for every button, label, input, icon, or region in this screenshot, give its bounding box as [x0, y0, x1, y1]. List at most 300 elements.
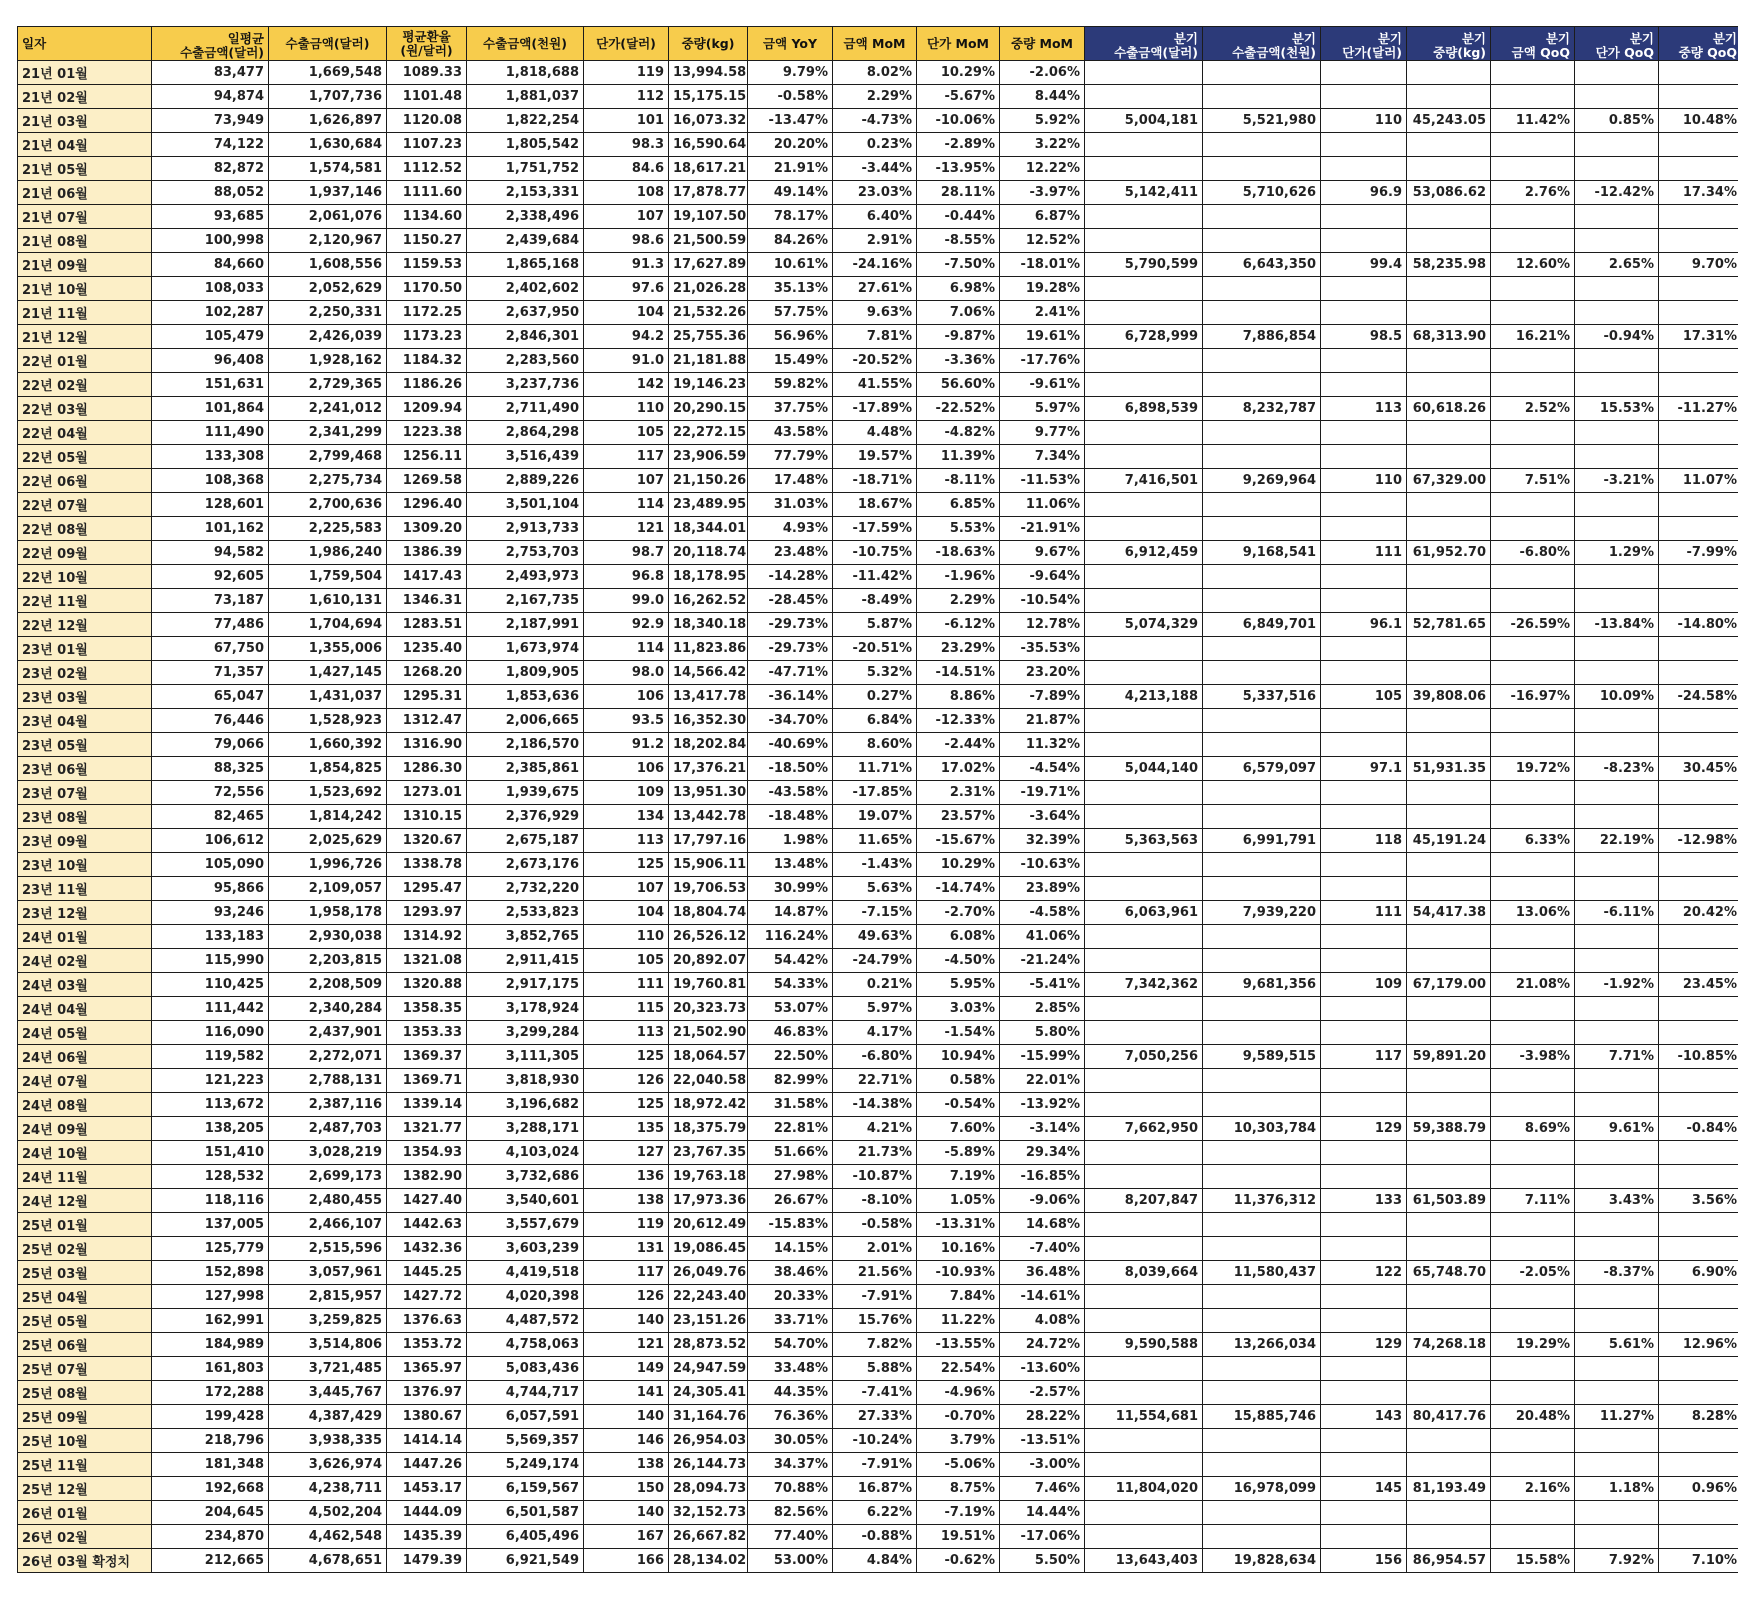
cell-weight: 28,873.52 [669, 1333, 748, 1357]
quarter-cell-usd [1085, 925, 1203, 949]
quarter-cell-price [1321, 1381, 1407, 1405]
quarter-cell-usd: 13,643,403 [1085, 1549, 1203, 1573]
cell-price: 114 [584, 637, 669, 661]
cell-usd: 2,241,012 [269, 397, 387, 421]
cell-usd: 1,608,556 [269, 253, 387, 277]
column-header-line: 금액 MoM [843, 35, 906, 51]
cell-mom-amt: 11.65% [833, 829, 917, 853]
quarter-cell-weight [1407, 781, 1491, 805]
cell-price: 96.8 [584, 565, 669, 589]
quarter-cell-krw [1203, 1093, 1321, 1117]
table-row [18, 1261, 1738, 1285]
cell-mom-price: -2.89% [917, 133, 1000, 157]
date-cell: 22년 10월 [18, 565, 152, 589]
cell-usd: 4,238,711 [269, 1477, 387, 1501]
quarter-cell-weight [1407, 1525, 1491, 1549]
cell-yoy: 54.33% [748, 973, 833, 997]
cell-daily: 101,864 [152, 397, 269, 421]
quarter-cell-usd: 11,804,020 [1085, 1477, 1203, 1501]
cell-usd: 3,938,335 [269, 1429, 387, 1453]
cell-yoy: -43.58% [748, 781, 833, 805]
quarter-cell-weight [1407, 85, 1491, 109]
quarter-cell-krw: 5,337,516 [1203, 685, 1321, 709]
cell-mom-amt: 6.84% [833, 709, 917, 733]
cell-price: 126 [584, 1069, 669, 1093]
table-row [18, 205, 1738, 229]
quarter-cell-amt [1491, 997, 1575, 1021]
quarter-cell-price [1321, 61, 1407, 85]
date-cell: 21년 08월 [18, 229, 152, 253]
cell-fx: 1111.60 [387, 181, 467, 205]
quarter-cell-price: 133 [1321, 1189, 1407, 1213]
table-row [18, 1429, 1738, 1453]
cell-weight: 13,951.30 [669, 781, 748, 805]
table-row [18, 805, 1738, 829]
quarter-cell-usd [1085, 1309, 1203, 1333]
quarter-cell-price [1321, 301, 1407, 325]
cell-mom-price: 56.60% [917, 373, 1000, 397]
quarter-cell-weight: 51,931.35 [1407, 757, 1491, 781]
quarter-cell-usd: 6,898,539 [1085, 397, 1203, 421]
cell-mom-wt: -3.14% [1000, 1117, 1085, 1141]
quarter-cell-pr: -1.92% [1575, 973, 1659, 997]
date-cell: 25년 10월 [18, 1429, 152, 1453]
quarter-cell-amt [1491, 1165, 1575, 1189]
cell-krw: 2,385,861 [467, 757, 584, 781]
cell-krw: 1,751,752 [467, 157, 584, 181]
quarter-cell-weight [1407, 1021, 1491, 1045]
cell-mom-price: 19.51% [917, 1525, 1000, 1549]
quarter-cell-price [1321, 1165, 1407, 1189]
table-row [18, 1021, 1738, 1045]
quarter-cell-pr [1575, 709, 1659, 733]
cell-price: 125 [584, 853, 669, 877]
cell-mom-price: 2.29% [917, 589, 1000, 613]
cell-mom-wt: 11.06% [1000, 493, 1085, 517]
quarter-cell-weight: 53,086.62 [1407, 181, 1491, 205]
quarter-cell-usd [1085, 493, 1203, 517]
cell-price: 104 [584, 301, 669, 325]
quarter-cell-pr: 2.65% [1575, 253, 1659, 277]
quarter-cell-usd [1085, 1453, 1203, 1477]
quarter-cell-usd: 7,416,501 [1085, 469, 1203, 493]
quarter-cell-price [1321, 1309, 1407, 1333]
quarter-cell-pr [1575, 1357, 1659, 1381]
column-header-line: 수출금액(달러) [1114, 45, 1198, 60]
cell-usd: 1,355,006 [269, 637, 387, 661]
cell-usd: 2,437,901 [269, 1021, 387, 1045]
table-row [18, 613, 1738, 637]
cell-mom-price: -5.89% [917, 1141, 1000, 1165]
quarter-cell-pr [1575, 1381, 1659, 1405]
cell-mom-wt: 9.67% [1000, 541, 1085, 565]
cell-mom-amt: 27.33% [833, 1405, 917, 1429]
cell-krw: 3,516,439 [467, 445, 584, 469]
table-row [18, 1141, 1738, 1165]
cell-yoy: 77.79% [748, 445, 833, 469]
cell-yoy: 33.71% [748, 1309, 833, 1333]
cell-mom-amt: 4.17% [833, 1021, 917, 1045]
quarter-cell-amt [1491, 1525, 1575, 1549]
quarter-cell-krw: 11,376,312 [1203, 1189, 1321, 1213]
quarter-cell-price: 97.1 [1321, 757, 1407, 781]
column-header-line: 단가 QoQ [1595, 45, 1654, 60]
cell-mom-wt: -7.40% [1000, 1237, 1085, 1261]
cell-mom-price: -6.12% [917, 613, 1000, 637]
column-header-line: 중량 QoQ [1678, 45, 1737, 60]
cell-krw: 2,913,733 [467, 517, 584, 541]
quarter-cell-wt [1659, 1429, 1738, 1453]
cell-mom-price: 3.79% [917, 1429, 1000, 1453]
quarter-cell-pr: 7.92% [1575, 1549, 1659, 1573]
column-header-line: 금액 YoY [762, 35, 818, 51]
quarter-cell-wt [1659, 229, 1738, 253]
quarter-cell-pr: 5.61% [1575, 1333, 1659, 1357]
cell-fx: 1120.08 [387, 109, 467, 133]
cell-mom-wt: 14.68% [1000, 1213, 1085, 1237]
cell-mom-amt: -3.44% [833, 157, 917, 181]
quarter-cell-wt: 9.70% [1659, 253, 1738, 277]
cell-daily: 161,803 [152, 1357, 269, 1381]
cell-fx: 1445.25 [387, 1261, 467, 1285]
quarter-cell-amt [1491, 1429, 1575, 1453]
quarter-cell-usd [1085, 277, 1203, 301]
table-row [18, 1477, 1738, 1501]
cell-weight: 19,706.53 [669, 877, 748, 901]
cell-fx: 1286.30 [387, 757, 467, 781]
quarter-cell-amt: -26.59% [1491, 613, 1575, 637]
cell-krw: 2,376,929 [467, 805, 584, 829]
table-row [18, 109, 1738, 133]
cell-krw: 2,911,415 [467, 949, 584, 973]
cell-weight: 26,667.82 [669, 1525, 748, 1549]
quarter-cell-wt: -24.58% [1659, 685, 1738, 709]
quarter-cell-price [1321, 1285, 1407, 1309]
quarter-cell-amt [1491, 349, 1575, 373]
quarter-cell-weight [1407, 517, 1491, 541]
cell-krw: 2,167,735 [467, 589, 584, 613]
quarter-cell-wt [1659, 1237, 1738, 1261]
cell-mom-amt: 27.61% [833, 277, 917, 301]
column-header-line: 중량(kg) [681, 35, 735, 51]
table-row [18, 397, 1738, 421]
quarter-cell-krw: 8,232,787 [1203, 397, 1321, 421]
cell-price: 109 [584, 781, 669, 805]
column-header-line: 금액 QoQ [1511, 45, 1570, 60]
cell-mom-wt: 29.34% [1000, 1141, 1085, 1165]
quarter-cell-wt [1659, 709, 1738, 733]
header-row [18, 27, 1738, 61]
quarter-cell-price [1321, 277, 1407, 301]
cell-price: 140 [584, 1309, 669, 1333]
cell-mom-wt: 2.41% [1000, 301, 1085, 325]
table-row [18, 973, 1738, 997]
cell-weight: 31,164.76 [669, 1405, 748, 1429]
quarter-cell-krw [1203, 1237, 1321, 1261]
cell-daily: 110,425 [152, 973, 269, 997]
cell-krw: 3,603,239 [467, 1237, 584, 1261]
quarter-cell-amt: 15.58% [1491, 1549, 1575, 1573]
cell-daily: 108,368 [152, 469, 269, 493]
cell-price: 138 [584, 1453, 669, 1477]
quarter-cell-wt: 0.96% [1659, 1477, 1738, 1501]
cell-krw: 2,187,991 [467, 613, 584, 637]
date-cell: 23년 07월 [18, 781, 152, 805]
cell-yoy: 37.75% [748, 397, 833, 421]
date-cell: 24년 08월 [18, 1093, 152, 1117]
cell-price: 84.6 [584, 157, 669, 181]
quarter-cell-krw: 6,991,791 [1203, 829, 1321, 853]
cell-mom-amt: 19.07% [833, 805, 917, 829]
date-cell: 23년 12월 [18, 901, 152, 925]
quarter-cell-wt [1659, 157, 1738, 181]
cell-usd: 3,445,767 [269, 1381, 387, 1405]
quarter-cell-weight [1407, 349, 1491, 373]
cell-usd: 3,259,825 [269, 1309, 387, 1333]
quarter-cell-price [1321, 1429, 1407, 1453]
cell-mom-price: -15.67% [917, 829, 1000, 853]
quarter-cell-amt [1491, 373, 1575, 397]
quarter-cell-amt: 2.16% [1491, 1477, 1575, 1501]
cell-mom-price: 6.85% [917, 493, 1000, 517]
quarter-cell-amt: 19.29% [1491, 1333, 1575, 1357]
cell-price: 111 [584, 973, 669, 997]
quarter-cell-pr: -8.23% [1575, 757, 1659, 781]
cell-daily: 95,866 [152, 877, 269, 901]
table-row [18, 85, 1738, 109]
quarter-cell-weight [1407, 445, 1491, 469]
cell-mom-wt: -7.89% [1000, 685, 1085, 709]
quarter-cell-wt: 12.96% [1659, 1333, 1738, 1357]
quarter-cell-price [1321, 1525, 1407, 1549]
column-header [584, 27, 669, 61]
cell-price: 142 [584, 373, 669, 397]
quarter-cell-wt [1659, 277, 1738, 301]
cell-mom-wt: 6.87% [1000, 205, 1085, 229]
table-row [18, 1045, 1738, 1069]
cell-mom-wt: -10.54% [1000, 589, 1085, 613]
quarter-cell-weight [1407, 1069, 1491, 1093]
quarter-cell-pr: -12.42% [1575, 181, 1659, 205]
quarter-cell-pr: 9.61% [1575, 1117, 1659, 1141]
cell-mom-price: -1.96% [917, 565, 1000, 589]
cell-mom-wt: 22.01% [1000, 1069, 1085, 1093]
quarter-cell-price: 109 [1321, 973, 1407, 997]
quarter-cell-amt [1491, 493, 1575, 517]
cell-krw: 6,057,591 [467, 1405, 584, 1429]
quarter-cell-weight [1407, 421, 1491, 445]
quarter-cell-pr: 0.85% [1575, 109, 1659, 133]
cell-mom-price: -2.44% [917, 733, 1000, 757]
quarter-cell-usd [1085, 805, 1203, 829]
cell-mom-amt: 22.71% [833, 1069, 917, 1093]
cell-daily: 88,052 [152, 181, 269, 205]
date-cell: 24년 03월 [18, 973, 152, 997]
cell-yoy: 57.75% [748, 301, 833, 325]
cell-yoy: 38.46% [748, 1261, 833, 1285]
cell-fx: 1089.33 [387, 61, 467, 85]
quarter-cell-usd [1085, 733, 1203, 757]
table-row [18, 925, 1738, 949]
cell-usd: 2,387,116 [269, 1093, 387, 1117]
cell-weight: 20,290.15 [669, 397, 748, 421]
cell-krw: 2,673,176 [467, 853, 584, 877]
quarter-cell-price: 145 [1321, 1477, 1407, 1501]
cell-weight: 24,947.59 [669, 1357, 748, 1381]
quarter-cell-wt [1659, 1069, 1738, 1093]
quarter-cell-wt: 30.45% [1659, 757, 1738, 781]
cell-yoy: -36.14% [748, 685, 833, 709]
quarter-cell-wt: 3.56% [1659, 1189, 1738, 1213]
cell-mom-wt: 21.87% [1000, 709, 1085, 733]
date-cell: 22년 06월 [18, 469, 152, 493]
cell-usd: 2,109,057 [269, 877, 387, 901]
cell-krw: 3,557,679 [467, 1213, 584, 1237]
table-row [18, 61, 1738, 85]
cell-yoy: -47.71% [748, 661, 833, 685]
quarter-cell-krw [1203, 949, 1321, 973]
cell-weight: 16,590.64 [669, 133, 748, 157]
quarter-cell-pr [1575, 1453, 1659, 1477]
quarter-cell-usd: 11,554,681 [1085, 1405, 1203, 1429]
cell-usd: 1,574,581 [269, 157, 387, 181]
column-header [669, 27, 748, 61]
cell-mom-wt: -3.00% [1000, 1453, 1085, 1477]
cell-mom-price: -10.93% [917, 1261, 1000, 1285]
quarter-cell-krw [1203, 1501, 1321, 1525]
cell-krw: 3,288,171 [467, 1117, 584, 1141]
quarter-cell-krw [1203, 277, 1321, 301]
cell-weight: 23,489.95 [669, 493, 748, 517]
cell-daily: 121,223 [152, 1069, 269, 1093]
cell-usd: 1,660,392 [269, 733, 387, 757]
cell-fx: 1112.52 [387, 157, 467, 181]
table-row [18, 469, 1738, 493]
cell-weight: 22,272.15 [669, 421, 748, 445]
quarter-cell-wt: 7.10% [1659, 1549, 1738, 1573]
table-row [18, 133, 1738, 157]
cell-price: 98.3 [584, 133, 669, 157]
quarter-cell-amt [1491, 1381, 1575, 1405]
cell-mom-amt: 21.56% [833, 1261, 917, 1285]
table-row [18, 277, 1738, 301]
quarter-cell-price [1321, 661, 1407, 685]
quarter-cell-krw: 5,710,626 [1203, 181, 1321, 205]
quarter-cell-price [1321, 733, 1407, 757]
quarter-cell-amt: -16.97% [1491, 685, 1575, 709]
cell-fx: 1386.39 [387, 541, 467, 565]
cell-krw: 2,402,602 [467, 277, 584, 301]
cell-mom-wt: 5.97% [1000, 397, 1085, 421]
cell-fx: 1447.26 [387, 1453, 467, 1477]
cell-krw: 2,533,823 [467, 901, 584, 925]
cell-mom-wt: -17.76% [1000, 349, 1085, 373]
cell-daily: 151,631 [152, 373, 269, 397]
cell-mom-wt: 7.46% [1000, 1477, 1085, 1501]
column-header [1491, 27, 1575, 61]
date-cell: 23년 05월 [18, 733, 152, 757]
table-row [18, 949, 1738, 973]
date-cell: 25년 05월 [18, 1309, 152, 1333]
cell-daily: 82,872 [152, 157, 269, 181]
column-header-line: 일평균 [227, 31, 264, 46]
quarter-cell-pr [1575, 1141, 1659, 1165]
cell-krw: 3,818,930 [467, 1069, 584, 1093]
quarter-cell-wt [1659, 349, 1738, 373]
quarter-cell-usd [1085, 205, 1203, 229]
cell-usd: 3,721,485 [269, 1357, 387, 1381]
quarter-cell-price [1321, 589, 1407, 613]
cell-fx: 1479.39 [387, 1549, 467, 1573]
quarter-cell-amt: 11.42% [1491, 109, 1575, 133]
date-cell: 21년 01월 [18, 61, 152, 85]
table-row [18, 1381, 1738, 1405]
cell-mom-amt: -24.16% [833, 253, 917, 277]
quarter-cell-price: 117 [1321, 1045, 1407, 1069]
quarter-cell-usd [1085, 877, 1203, 901]
quarter-cell-amt [1491, 1069, 1575, 1093]
quarter-cell-amt [1491, 1141, 1575, 1165]
cell-fx: 1223.38 [387, 421, 467, 445]
cell-weight: 16,262.52 [669, 589, 748, 613]
cell-weight: 18,972.42 [669, 1093, 748, 1117]
cell-mom-price: -12.33% [917, 709, 1000, 733]
cell-price: 91.0 [584, 349, 669, 373]
cell-mom-wt: 19.61% [1000, 325, 1085, 349]
quarter-cell-wt: -7.99% [1659, 541, 1738, 565]
cell-usd: 2,341,299 [269, 421, 387, 445]
cell-daily: 128,601 [152, 493, 269, 517]
quarter-cell-usd [1085, 1237, 1203, 1261]
quarter-cell-pr [1575, 1429, 1659, 1453]
cell-krw: 5,569,357 [467, 1429, 584, 1453]
table-row [18, 493, 1738, 517]
cell-yoy: 49.14% [748, 181, 833, 205]
cell-weight: 16,073.32 [669, 109, 748, 133]
cell-krw: 6,501,587 [467, 1501, 584, 1525]
cell-usd: 2,340,284 [269, 997, 387, 1021]
cell-mom-wt: 12.78% [1000, 613, 1085, 637]
cell-usd: 2,272,071 [269, 1045, 387, 1069]
cell-price: 108 [584, 181, 669, 205]
cell-mom-price: 10.94% [917, 1045, 1000, 1069]
date-cell: 25년 12월 [18, 1477, 152, 1501]
quarter-cell-amt [1491, 277, 1575, 301]
cell-fx: 1283.51 [387, 613, 467, 637]
cell-usd: 2,515,596 [269, 1237, 387, 1261]
date-cell: 21년 07월 [18, 205, 152, 229]
table-row [18, 781, 1738, 805]
cell-daily: 172,288 [152, 1381, 269, 1405]
cell-usd: 2,699,173 [269, 1165, 387, 1189]
column-header [1321, 27, 1407, 61]
cell-price: 92.9 [584, 613, 669, 637]
quarter-cell-amt [1491, 709, 1575, 733]
column-header [833, 27, 917, 61]
quarter-cell-usd [1085, 445, 1203, 469]
cell-price: 140 [584, 1501, 669, 1525]
quarter-cell-amt [1491, 85, 1575, 109]
cell-mom-wt: -15.99% [1000, 1045, 1085, 1069]
quarter-cell-price [1321, 1141, 1407, 1165]
cell-mom-amt: -17.59% [833, 517, 917, 541]
cell-yoy: 43.58% [748, 421, 833, 445]
cell-mom-amt: 49.63% [833, 925, 917, 949]
quarter-cell-usd [1085, 517, 1203, 541]
quarter-cell-krw [1203, 157, 1321, 181]
quarter-cell-price: 143 [1321, 1405, 1407, 1429]
cell-fx: 1320.67 [387, 829, 467, 853]
